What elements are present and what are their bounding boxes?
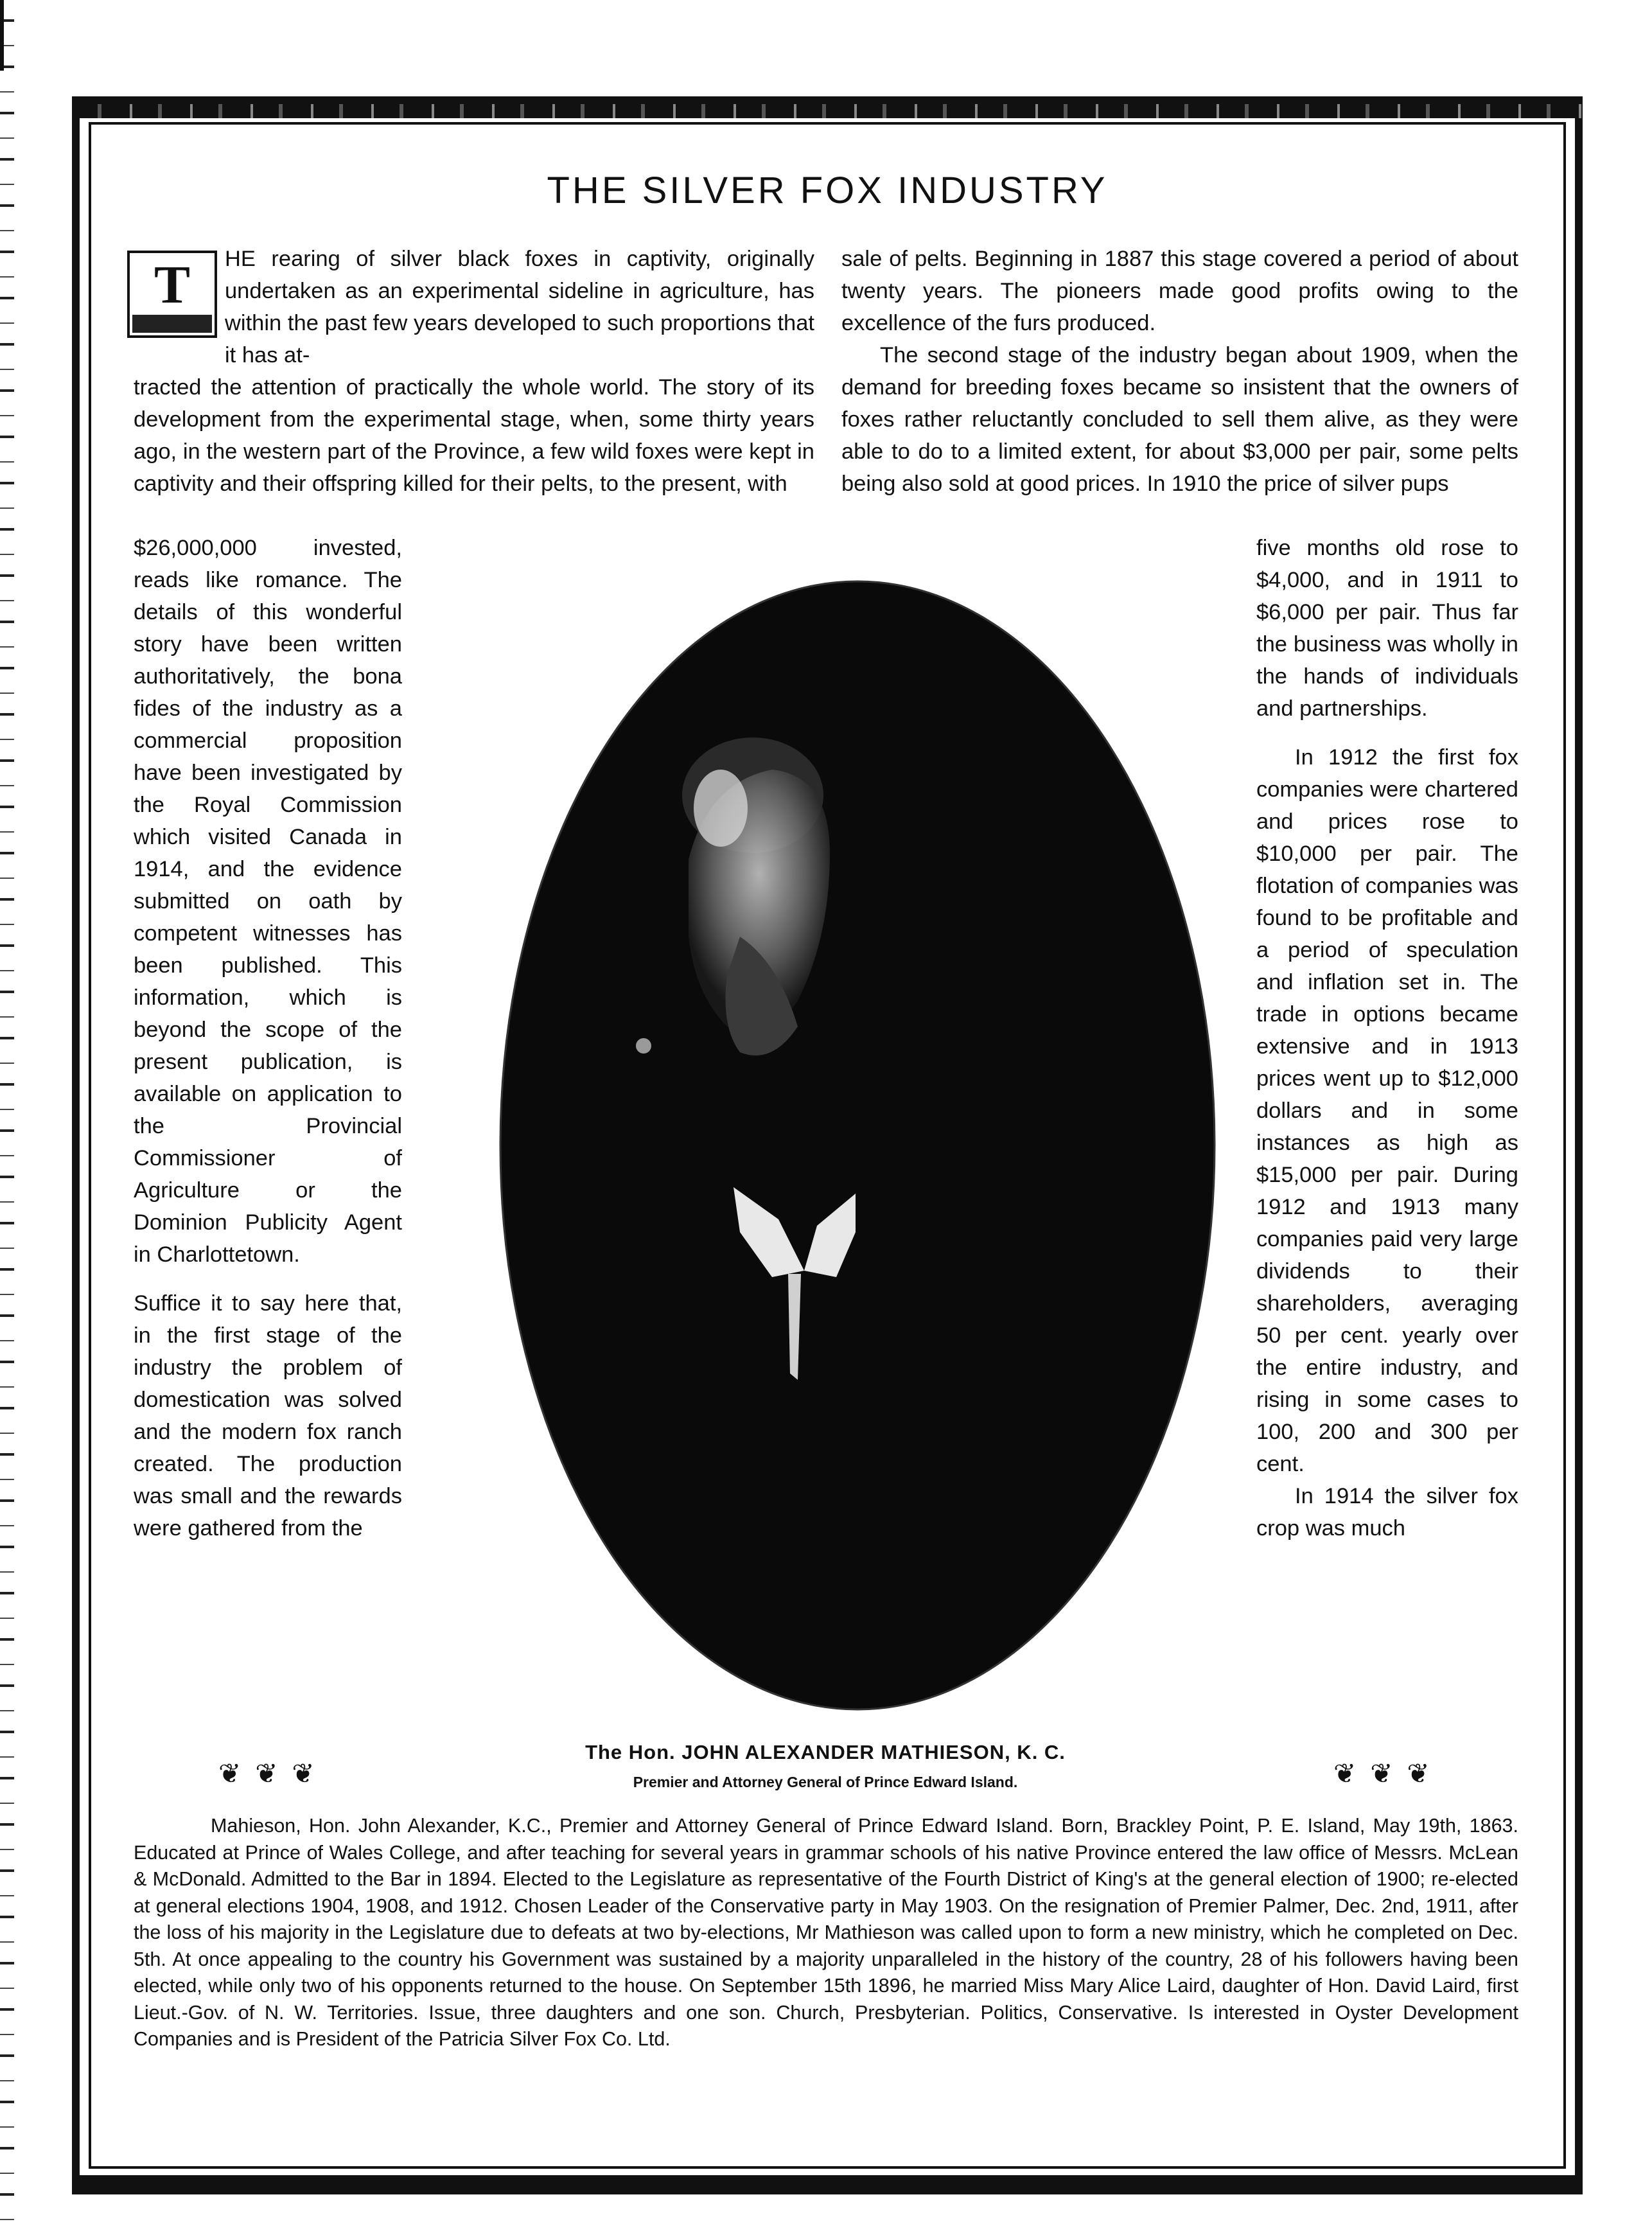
- portrait-ear-detail: [636, 1038, 651, 1054]
- ornament-left: ❦❦❦: [218, 1758, 329, 1789]
- portrait-oval-photo: [496, 577, 1219, 1714]
- caption-title: Premier and Attorney General of Prince Edward Island.: [633, 1774, 1018, 1790]
- biography-text: Mahieson, Hon. John Alexander, K.C., Premier and Attorney General of Prince Edward Island. Born, Brackley Point, P. E. Island, May 19th, 1863. Educated at Prince of Wales College, and after teaching for several years in grammar schools of his native Province entered the law office of Messrs. McLean & McDonald. Admitted to the Bar in 1894. Elected to the Legislature as representative of the Fourth District of King's at the general election of 1900; re-elected at general elections 1904, 1908, and 1912. Chosen Leader of the Conservative party in May 1903. On the resignation of Premier Palmer, Dec. 2nd, 1911, after the loss of his majority in the Legislature due to defeats at two by-elections, Mr Mathieson was called upon to form a new ministry, which he completed on Dec. 5th. At once appealing to the country his Government was sustained by a majority unparalleled in the history of the country, 28 of his followers having been elected, while only two of his opponents returned to the house. On September 15th 1896, he married Miss Mary Alice Laird, daughter of Hon. David Laird, first Lieut.-Gov. of N. W. Territories. Issue, three daughters and one son. Church, Presbyterian. Politics, Conservative. Is interested in Oyster Development Companies and is President of the Patricia Silver Fox Co. Ltd.: [134, 1815, 1518, 2050]
- right-narrow-paragraph-3: In 1914 the silver fox crop was much: [1256, 1484, 1518, 1540]
- drop-cap: [127, 251, 217, 338]
- scan-edge-mark: [0, 0, 4, 71]
- bottom-decorative-rule: [72, 2175, 1583, 2187]
- article-intro-continued: tracted the attention of practically the whole world. The story of its development from the experimental stage, when, some thirty years ago, in the western part of the Province, a few wild foxes were kept in captivity and their offspring killed for their pelts, to the present, with: [134, 375, 814, 496]
- drop-cap-letter: T: [154, 255, 191, 315]
- right-narrow-column: [1256, 532, 1518, 1544]
- right-narrow-paragraph-1: five months old rose to $4,000, and in 1911 to $6,000 per pair. Thus far the business was wholly in the hands of individuals and partnerships.: [1256, 536, 1518, 721]
- right-top-paragraph-2: The second stage of the industry began about 1909, when the demand for breeding foxes became so insistent that the owners of foxes rather reluctantly concluded to sell them alive, as they were able to do to a limited extent, for about $3,000 per pair, some pelts being also sold at good prices. In 1910 the price of silver pups: [841, 343, 1518, 496]
- page-title: THE SILVER FOX INDUSTRY: [547, 170, 1108, 211]
- portrait-oval: [500, 581, 1215, 1709]
- scan-edge-strip: [0, 0, 14, 2233]
- left-narrow-paragraph-1: $26,000,000 invested, reads like romance. The details of this wonderful story have been written authoritatively, the bona fides of the industry as a commercial proposition have been investigated by the Royal Commission which visited Canada in 1914, and the evidence submitted on oath by competent witnesses has been published. This information, which is beyond the scope of the present publication, is available on application to the Provincial Commissioner of Agriculture or the Dominion Publicity Agent in Charlottetown.: [134, 536, 402, 1267]
- biography-block: [134, 1813, 1518, 2053]
- ornament-right: ❦❦❦: [1333, 1758, 1444, 1789]
- left-narrow-paragraph-2: Suffice it to say here that, in the first stage of the industry the problem of domestication was solved and the modern fox ranch created. The production was small and the rewards were gathered from the: [134, 1291, 402, 1540]
- article-intro-part: HE rearing of silver black foxes in captivity, originally undertaken as an experimental sideline in agriculture, has within the past few years developed to such proportions that it has at-: [225, 247, 814, 367]
- caption-name: The Hon. JOHN ALEXANDER MATHIESON, K. C.: [585, 1741, 1066, 1763]
- right-narrow-paragraph-2: In 1912 the first fox companies were chartered and prices rose to $10,000 per pair. The flotation of companies was found to be profitable and a period of speculation and inflation set in. The trade in options became extensive and in 1913 prices went up to $12,000 dollars and in some instances as high as $15,000 per pair. During 1912 and 1913 many companies paid very large dividends to their shareholders, averaging 50 per cent. yearly over the entire industry, and rising in some cases to 100, 200 and 300 per cent.: [1256, 745, 1518, 1476]
- left-narrow-column: [134, 532, 402, 1544]
- intro-first-lines: [225, 243, 814, 371]
- drop-cap-ornament: [132, 315, 212, 333]
- portrait-forehead-highlight: [694, 770, 748, 847]
- right-top-column: [841, 243, 1518, 500]
- intro-paragraph: [134, 371, 814, 500]
- top-decorative-rule: [72, 104, 1583, 118]
- right-top-paragraph-1: sale of pelts. Beginning in 1887 this stage covered a period of about twenty years. The pioneers made good profits owing to the excellence of the furs produced.: [841, 247, 1518, 335]
